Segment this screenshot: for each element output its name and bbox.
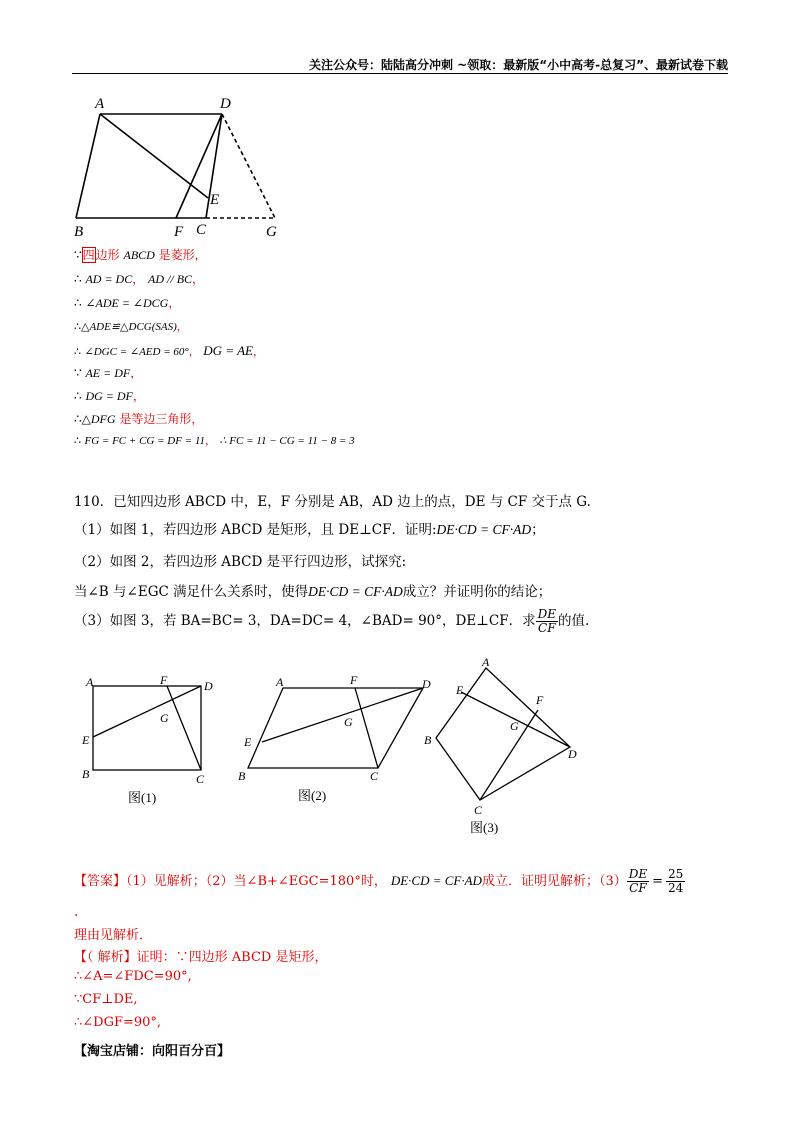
proof-line-4: ∴△ADE≌△DCG(SAS)， [74,320,188,333]
problem-part-2-condition: 当∠B 与∠EGC 满足什么关系时，使得DE·CD = CF·AD成立？并证明你的结论； [74,584,552,600]
fig2-caption: 图(2) [298,788,327,803]
fig2-label-A: A [276,675,284,689]
fig2-label-G: G [344,715,353,729]
fig3-label-B: B [424,733,432,747]
page-header: 关注公众号：陆陆高分冲刺 ~领取：最新版“小中高考-总复习”、最新试卷下载 [309,58,728,72]
problem-statement: 110．已知四边形 ABCD 中，E，F 分别是 AB，AD 边上的点，DE 与 CF 交于点 G. [74,494,591,510]
proof-line-6: ∵ AE = DF， [74,366,143,380]
fig1-caption: 图(1) [128,790,157,805]
page-footer: 【淘宝店铺：向阳百分百】 [74,1044,231,1059]
fig2-label-F: F [350,673,358,687]
proof-line-9: ∴ FG = FC + CG = DF = 11， ∴ FC = 11 − CG = 11 − 8 = 3 [74,434,355,447]
answer-dot: . [74,904,79,920]
fig3-label-F: F [536,693,544,707]
figure-rhombus [70,92,290,238]
solution-head: 【（ 解析】证明：∵四边形 ABCD 是矩形， [74,950,328,965]
fig3-caption: 图(3) [470,820,499,835]
header-divider [72,73,728,74]
fig1-label-D: D [204,679,213,693]
solution-line-3: ∵CF⊥DE, [74,992,138,1007]
fig1-label-C: C [196,772,205,786]
fig2-label-D: D [422,677,431,691]
fig1-label-E: E [82,733,90,747]
label-D: D [220,96,231,112]
solution-line-4: ∴∠DGF=90°, [74,1015,162,1030]
proof-line-8: ∴△DFG 是等边三角形， [74,412,204,426]
label-G: G [266,224,277,238]
fig3-label-G: G [510,719,519,733]
fig3-label-D: D [568,747,577,761]
label-B: B [74,224,84,238]
solution-line-2: ∴∠A=∠FDC=90°, [74,969,192,984]
answer-line: 【答案】（1）见解析；（2）当∠B+∠EGC=180°时， DE·CD = CF·AD成立．证明见解析；（3） $\frac{DE}{CF}$ = $\frac{25}{24}$ [74,867,684,895]
fig3-label-C: C [474,803,483,817]
label-C: C [196,222,207,238]
fig1-label-B: B [82,767,90,781]
answer-reason: 理由见解析． [74,928,153,943]
proof-line-2: ∴ AD = DC， AD // BC， [74,272,205,286]
fig2-label-B: B [238,769,246,783]
label-E: E [210,192,220,208]
proof-line-3: ∴ ∠ADE = ∠DCG， [74,296,181,310]
proof-line-5: ∴ ∠DGC = ∠AED = 60°， DG = AE， [74,343,264,358]
label-A: A [95,96,105,112]
problem-part-3: （3）如图 3，若 BA=BC= 3，DA=DC= 4，∠BAD= 90°，DE⊥CF．求 $\frac{DE}{CF}$ 的值. [74,607,590,635]
proof-line-7: ∴ DG = DF， [74,389,145,403]
fig3-label-A: A [482,655,490,669]
fig3-label-E: E [456,683,464,697]
problem-part-1: （1）如图 1，若四边形 ABCD 是矩形，且 DE⊥CF．证明:DE·CD = CF·AD； [74,522,545,538]
fig2-label-C: C [370,769,379,783]
fig1-label-A: A [86,675,94,689]
fig1-label-F: F [160,673,168,687]
fig2-label-E: E [244,735,252,749]
proof-line-1: ∵四边形 ABCD 是菱形， [74,248,207,262]
fig1-label-G: G [160,711,169,725]
problem-part-2: （2）如图 2，若四边形 ABCD 是平行四边形，试探究: [74,554,407,570]
figures-row [78,652,598,842]
label-F: F [174,224,184,238]
